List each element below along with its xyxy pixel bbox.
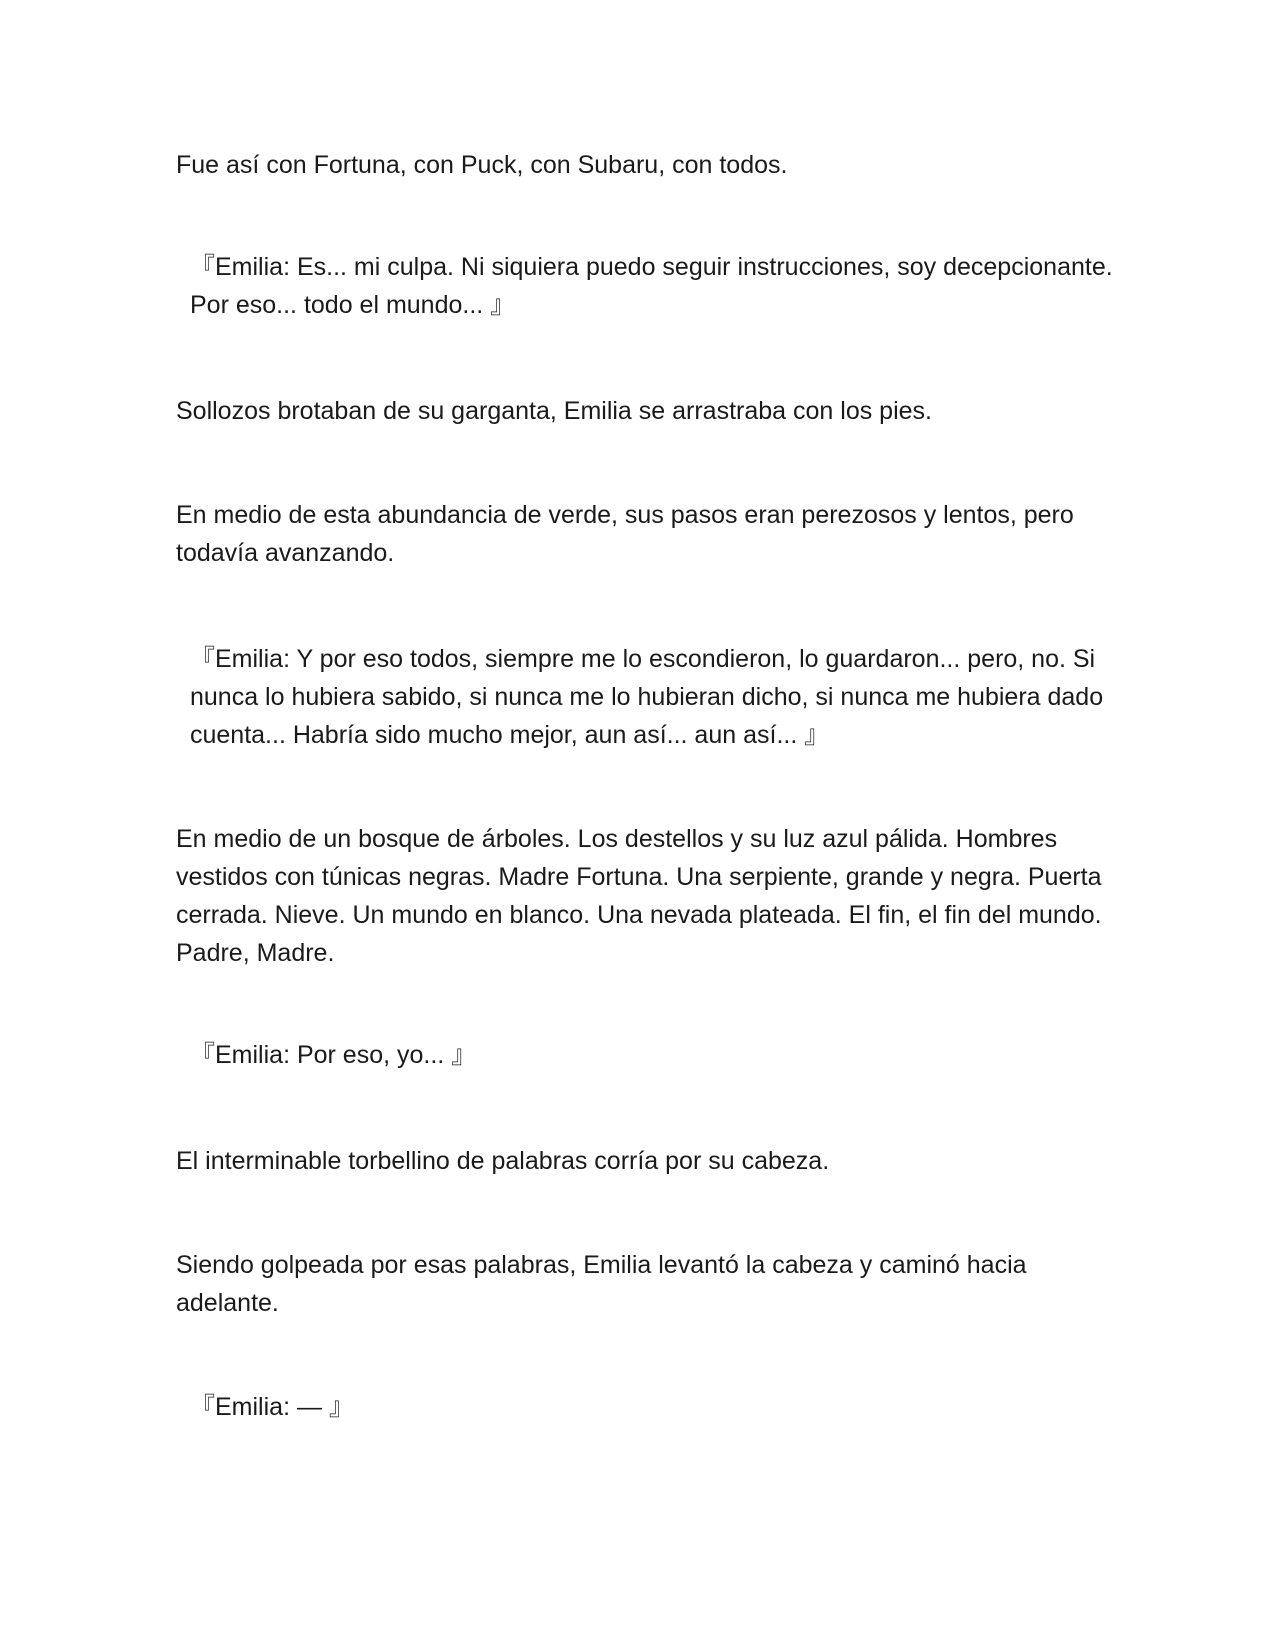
narration-paragraph: Sollozos brotaban de su garganta, Emilia se arrastraba con los pies. [176, 397, 932, 425]
narration-paragraph: En medio de un bosque de árboles. Los destellos y su luz azul pálida. Hombres vestidos con túnicas negras. Madre Fortuna. Una serpiente, grande y negra. Puerta cerrada. Nieve. Un mundo en blanco. Una nevada plateada. El fin, el fin del mundo. Padre, Madre. [176, 825, 1102, 967]
dialogue-paragraph: 『Emilia: Por eso, yo... 』 [190, 1041, 477, 1069]
dialogue-paragraph: 『Emilia: Y por eso todos, siempre me lo escondieron, lo guardaron... pero, no. Si nunca lo hubiera sabido, si nunca me lo hubieran dicho, si nunca me hubiera dado cuenta... Habría sido mucho mejor, aun así... aun así... 』 [190, 645, 1104, 749]
narration-paragraph: Siendo golpeada por esas palabras, Emilia levantó la cabeza y caminó hacia adelante. [176, 1251, 1027, 1317]
narration-paragraph: En medio de esta abundancia de verde, sus pasos eran perezosos y lentos, pero todavía avanzando. [176, 501, 1074, 567]
narration-paragraph: Fue así con Fortuna, con Puck, con Subaru, con todos. [176, 151, 788, 179]
dialogue-paragraph: 『Emilia: — 』 [190, 1393, 354, 1421]
narration-paragraph: El interminable torbellino de palabras corría por su cabeza. [176, 1147, 830, 1175]
dialogue-paragraph: 『Emilia: Es... mi culpa. Ni siquiera puedo seguir instrucciones, soy decepcionante. Por eso... todo el mundo... 』 [190, 253, 1113, 319]
